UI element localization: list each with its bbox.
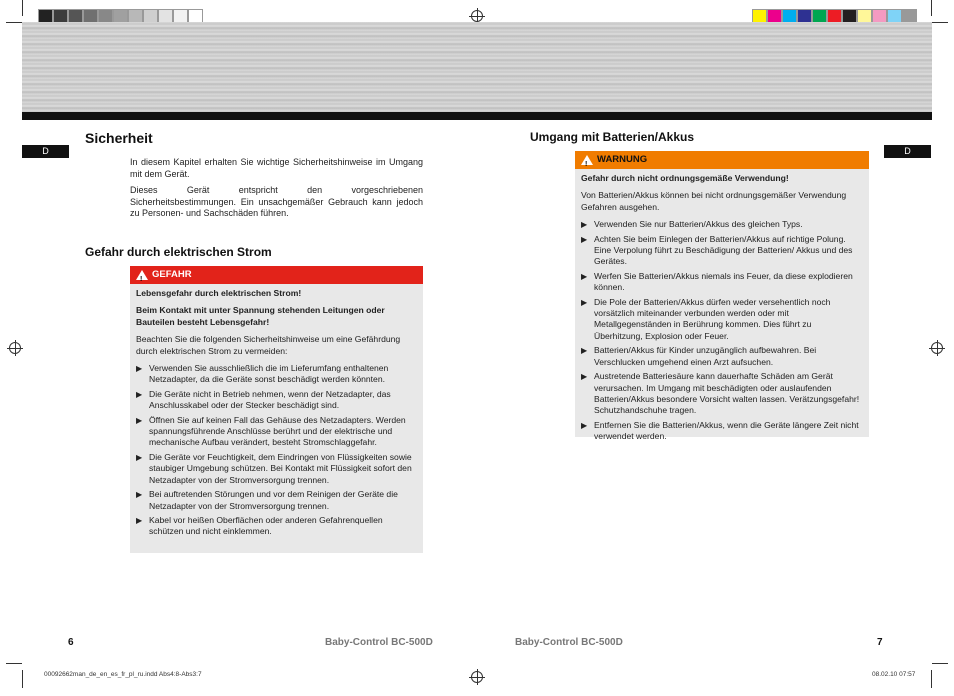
subsection-title: Gefahr durch elektrischen Strom (85, 245, 272, 259)
language-tab-left: D (22, 145, 69, 158)
bullet-arrow-icon: ▶ (136, 490, 143, 500)
list-item (581, 234, 861, 268)
list-item-text: Die Geräte nicht in Betrieb nehmen, wenn der Netzadapter, das Anschlusskabel oder der Stecker beschädigt sind. (149, 388, 391, 411)
list-item-text: Austretende Batteriesäure kann dauerhafte Schäden am Gerät verursachen. Im Umgang mit beschädigten oder auslaufenden Batterien/Akkus besondere Vorsicht walten lassen. Verätzungsgefahr! Schutzhandschuhe tragen. (594, 371, 860, 416)
warning-box-header (575, 151, 869, 169)
bullet-arrow-icon: ▶ (581, 346, 588, 356)
header-texture-right (477, 22, 932, 112)
list-item (581, 271, 861, 294)
crop-mark (6, 663, 22, 664)
header-texture-left (22, 22, 477, 112)
box-lead: Von Batterien/Akkus können bei nicht ordnungsgemäßer Verwendung Gefahren ausgehen. (581, 190, 847, 212)
list-item-text: Verwenden Sie ausschließlich die im Lieferumfang enthaltenen Netzadapter, da die Geräte sonst beschädigt werden könnten. (149, 363, 389, 385)
list-item-text: Achten Sie beim Einlegen der Batterien/Akkus auf richtige Polung. Eine Verpolung führt zu Beschädigung der Batterien/ Akkus und des Gerätes. (594, 233, 853, 267)
list-item (581, 420, 861, 443)
intro-paragraph: Dieses Gerät entspricht den vorgeschriebenen Sicherheitsbestimmungen. Ein unsachgemäßer Gebrauch kann jedoch zu Personen- und Sachschäden führen. (130, 185, 423, 218)
crop-mark (931, 670, 932, 688)
bullet-arrow-icon: ▶ (581, 420, 588, 430)
warning-triangle-icon: ! (581, 155, 593, 165)
page-number: 7 (877, 637, 883, 648)
bullet-arrow-icon: ▶ (136, 452, 143, 462)
danger-box (130, 266, 423, 553)
list-item-text: Die Geräte vor Feuchtigkeit, dem Eindringen von Flüssigkeiten sowie staubiger Umgebung schützen. Bei Kontakt mit Flüssigkeit sofort den Netzadapter von der Stromversorgung trennen. (149, 451, 412, 485)
list-item-text: Die Pole der Batterien/Akkus dürfen weder versehentlich noch vorsätzlich miteinander verbunden werden oder mit Metallgegenständen in Berührung kommen. Dies führt zu Überhitzung, Explosion oder Feuer. (594, 296, 831, 341)
crop-mark (932, 22, 948, 23)
registration-mark-icon (471, 671, 483, 683)
intro-paragraph: In diesem Kapitel erhalten Sie wichtige Sicherheitshinweise im Umgang mit dem Gerät. (130, 157, 423, 179)
bullet-arrow-icon: ▶ (581, 372, 588, 382)
safety-list (581, 219, 861, 442)
list-item (136, 452, 415, 486)
bullet-arrow-icon: ▶ (136, 364, 143, 374)
date-slug: 08.02.10 07:57 (872, 671, 916, 678)
warning-box (575, 151, 869, 442)
language-tab-right: D (884, 145, 931, 158)
list-item-text: Öffnen Sie auf keinen Fall das Gehäuse des Netzadapters. Werden spannungsführende Anschlüsse berührt und der elektrische und mechanische Aufbau verändert, besteht Stromschlaggefahr. (149, 414, 406, 448)
crop-mark (932, 663, 948, 664)
list-item-text: Batterien/Akkus für Kinder unzugänglich aufbewahren. Bei Verschlucken umgehend einen Arzt aufsuchen. (594, 345, 817, 367)
box-heading: Lebensgefahr durch elektrischen Strom! (136, 288, 302, 298)
crop-mark (931, 0, 932, 16)
crop-mark (22, 670, 23, 688)
box-lead: Beachten Sie die folgenden Sicherheitshinweise um eine Gefährdung durch elektrischen Strom zu vermeiden: (136, 334, 401, 356)
page-number: 6 (68, 637, 74, 648)
crop-mark (6, 22, 22, 23)
registration-mark-icon (9, 342, 21, 354)
list-item-text: Entfernen Sie die Batterien/Akkus, wenn die Geräte längere Zeit nicht verwendet werden. (594, 419, 859, 442)
bullet-arrow-icon: ▶ (581, 220, 588, 230)
danger-box-header (130, 266, 423, 284)
crop-mark (22, 0, 23, 16)
footer-product: Baby-Control BC-500D (515, 637, 623, 648)
section-title: Umgang mit Batterien/Akkus (530, 130, 695, 144)
section-title: Sicherheit (85, 130, 153, 146)
list-item (136, 389, 415, 412)
warning-triangle-icon: ! (136, 270, 148, 280)
bullet-arrow-icon: ▶ (136, 415, 143, 425)
registration-mark-icon (471, 10, 483, 22)
list-item-text: Kabel vor heißen Oberflächen oder anderen Gefahrenquellen schützen und nicht einklemmen. (149, 514, 383, 537)
footer-product: Baby-Control BC-500D (325, 637, 433, 648)
list-item-text: Verwenden Sie nur Batterien/Akkus des gleichen Typs. (594, 219, 803, 230)
bullet-arrow-icon: ▶ (581, 234, 588, 244)
bullet-arrow-icon: ▶ (581, 297, 588, 307)
list-item (581, 371, 861, 417)
safety-list (136, 363, 415, 538)
registration-mark-icon (931, 342, 943, 354)
bullet-arrow-icon: ▶ (136, 389, 143, 399)
list-item-text: Bei auftretenden Störungen und vor dem Reinigen der Geräte die Netzadapter von der Stromversorgung trennen. (149, 489, 398, 511)
list-item-text: Werfen Sie Batterien/Akkus niemals ins Feuer, da diese explodieren können. (594, 270, 853, 293)
bullet-arrow-icon: ▶ (136, 515, 143, 525)
danger-label: GEFAHR (152, 269, 192, 280)
list-item (581, 345, 861, 368)
box-heading: Gefahr durch nicht ordnungsgemäße Verwendung! (581, 173, 789, 183)
box-subheading: Beim Kontakt mit unter Spannung stehenden Leitungen oder Bauteilen besteht Lebensgefahr! (136, 305, 385, 327)
file-slug: 00092662man_de_en_es_fr_pl_ru.indd Abs4:8-Abs3:7 (44, 671, 202, 678)
list-item (136, 415, 415, 449)
list-item (136, 515, 415, 538)
bullet-arrow-icon: ▶ (581, 271, 588, 281)
list-item (581, 297, 861, 343)
list-item (136, 363, 415, 386)
list-item (136, 489, 415, 512)
header-rule (22, 112, 932, 120)
list-item (581, 219, 861, 230)
warning-label: WARNUNG (597, 154, 648, 165)
